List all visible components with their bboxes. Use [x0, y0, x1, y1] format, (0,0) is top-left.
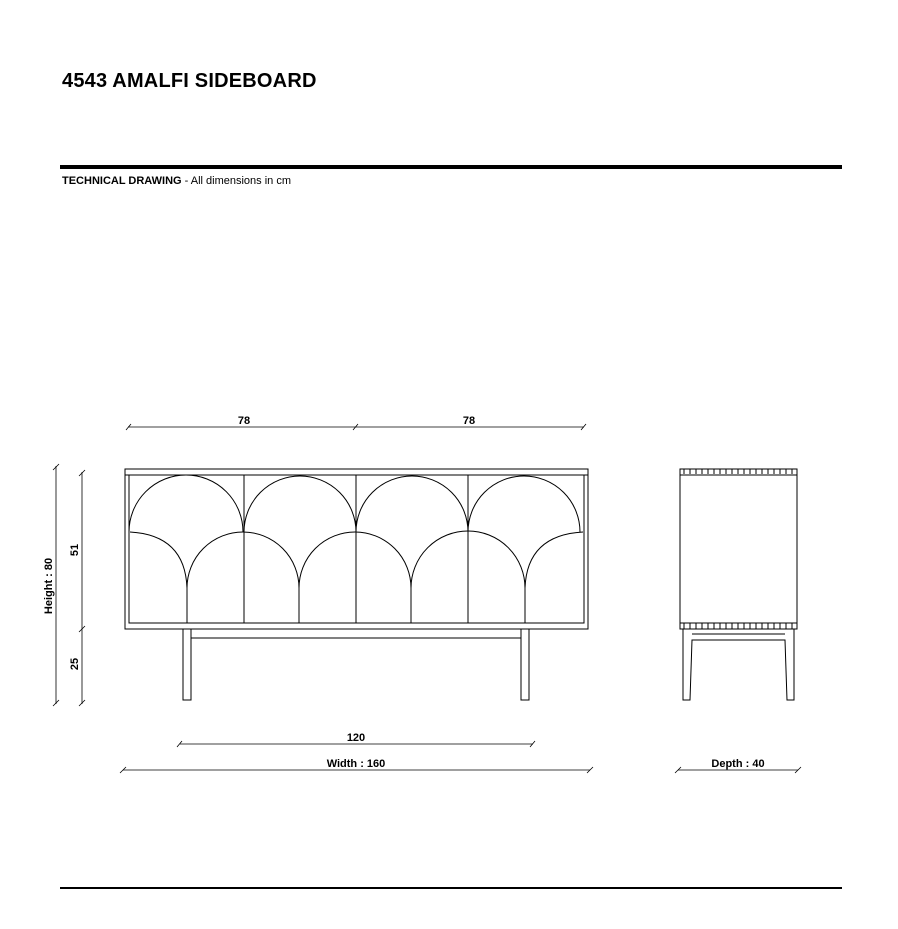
side-top-teeth	[684, 469, 792, 474]
arch-upper-4	[468, 476, 580, 532]
subtitle-heading: TECHNICAL DRAWING	[62, 175, 182, 187]
side-body	[680, 469, 797, 629]
page-title: 4543 AMALFI SIDEBOARD	[62, 70, 317, 92]
front-top-slab	[125, 469, 588, 475]
subtitle-separator: -	[181, 175, 191, 187]
arch-lower-1	[187, 532, 299, 623]
front-view	[125, 469, 588, 700]
front-leg-left	[183, 629, 191, 700]
arch-lower-2	[299, 532, 411, 623]
label-door-pair-left: 78	[237, 415, 251, 427]
subtitle-note: All dimensions in cm	[190, 175, 292, 187]
label-depth: Depth : 40	[711, 758, 765, 770]
arch-lower-left-edge	[130, 532, 187, 623]
label-height: Height : 80	[43, 557, 55, 615]
label-body-height: 51	[69, 543, 81, 557]
label-door-pair-right: 78	[462, 415, 476, 427]
arch-upper-3	[356, 476, 468, 532]
side-bottom-teeth	[684, 623, 792, 629]
side-legs	[683, 629, 794, 700]
footer-rule	[60, 887, 842, 889]
side-view	[680, 469, 797, 700]
dimension-lines	[53, 424, 801, 773]
label-width: Width : 160	[326, 758, 386, 770]
label-leg-height: 25	[69, 657, 81, 671]
front-stretcher	[191, 629, 521, 638]
front-leg-right	[521, 629, 529, 700]
arch-lower-right-edge	[525, 532, 583, 623]
arch-upper-1	[129, 475, 243, 532]
label-leg-span: 120	[346, 732, 366, 744]
arch-upper-2	[244, 476, 356, 532]
